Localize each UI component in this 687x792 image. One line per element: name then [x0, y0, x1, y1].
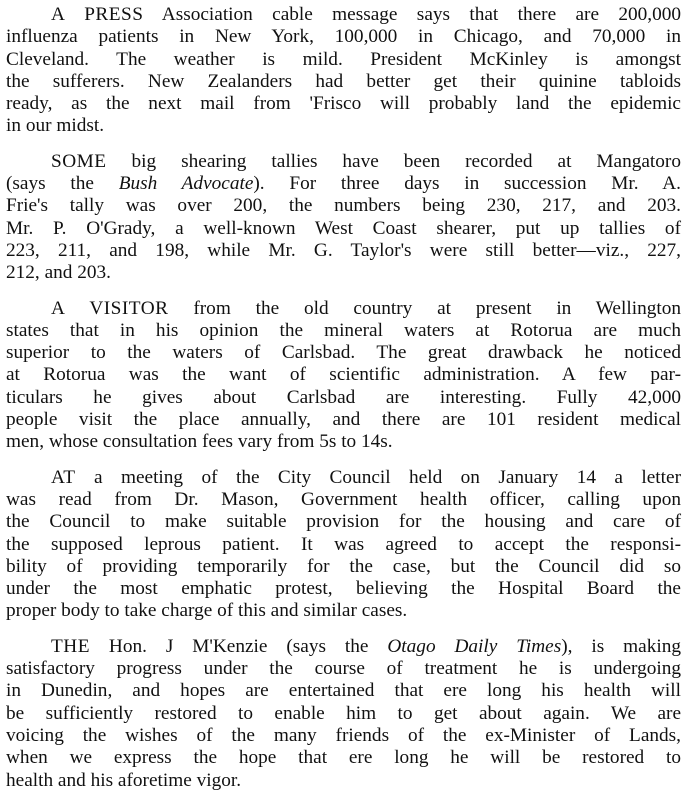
paragraph-lead-words: A PRESS: [51, 4, 144, 25]
text-line: bility of providing temporarily for the case, but the Council did so: [6, 555, 681, 577]
text-line: in our midst.: [6, 115, 105, 137]
text-line: A PRESS Association cable message says that there are 200,000: [51, 4, 681, 25]
text-line: at Rotorua was the want of scientific administration. A few par-: [6, 364, 681, 386]
text-line: men, whose consultation fees vary from 5s to 14s.: [6, 431, 393, 453]
italic-title: Otago Daily Times: [387, 635, 562, 657]
paragraph-lead-words: AT: [51, 466, 76, 488]
text-line: the Council to make suitable provision for the housing and care of: [6, 511, 681, 533]
news-paragraph: [6, 151, 681, 285]
text-line: the sufferers. New Zealanders had better get their quinine tabloids: [6, 70, 681, 92]
text-line: Cleveland. The weather is mild. President McKinley is amongst: [6, 48, 681, 70]
text-line: A VISITOR from the old country at present in Wellington: [51, 297, 681, 319]
text-line: when we express the hope that ere long he will be restored to: [6, 747, 681, 769]
news-paragraph: [6, 4, 681, 138]
text-line: superior to the waters of Carlsbad. The great drawback he noticed: [6, 342, 681, 364]
text-line: be sufficiently restored to enable him to get about again. We are: [6, 702, 681, 724]
text-line: AT a meeting of the City Council held on January 14 a letter: [51, 466, 681, 488]
text-line: 223, 211, and 198, while Mr. G. Taylor's were still better—viz., 227,: [6, 239, 681, 261]
text-line: people visit the place annually, and there are 101 resident medical: [6, 409, 681, 431]
text-line: 212, and 203.: [6, 262, 111, 284]
text-line: health and his aforetime vigor.: [6, 769, 242, 791]
text-line: Mr. P. O'Grady, a well-known West Coast shearer, put up tallies of: [6, 217, 681, 239]
text-line: proper body to take charge of this and similar cases.: [6, 600, 408, 622]
paragraph-lead-words: SOME: [51, 150, 107, 172]
text-line: under the most emphatic protest, believing the Hospital Board the: [6, 578, 681, 600]
text-line: in Dunedin, and hopes are entertained that ere long his health will: [6, 680, 681, 702]
text-line: Frie's tally was over 200, the numbers being 230, 217, and 203.: [6, 195, 681, 217]
text-line: THE Hon. J M'Kenzie (says the Otago Daily Times), is making: [51, 635, 682, 657]
paragraph-lead-words: THE: [51, 635, 90, 657]
text-line: influenza patients in New York, 100,000 in Chicago, and 70,000 in: [6, 26, 681, 48]
text-line: SOME big shearing tallies have been recorded at Mangatoro: [51, 150, 681, 172]
text-line: ticulars he gives about Carlsbad are interesting. Fully 42,000: [6, 386, 681, 408]
text-line: was read from Dr. Mason, Government health officer, calling upon: [6, 488, 681, 510]
italic-title: Bush Advocate: [118, 173, 254, 195]
paragraph-lead-words: A VISITOR: [51, 297, 169, 319]
text-line: ready, as the next mail from 'Frisco will probably land the epidemic: [6, 93, 681, 115]
text-line: voicing the wishes of the many friends of the ex-Minister of Lands,: [6, 724, 681, 746]
text-line: satisfactory progress under the course of treatment he is undergoing: [6, 658, 681, 680]
text-line: the supposed leprous patient. It was agreed to accept the responsi-: [6, 533, 681, 555]
news-paragraph: [6, 298, 681, 454]
text-line: (says the Bush Advocate). For three days in succession Mr. A.: [6, 173, 682, 195]
news-paragraph: [6, 636, 681, 792]
text-line: states that in his opinion the mineral waters at Rotorua are much: [6, 319, 681, 341]
news-paragraph: [6, 467, 681, 623]
